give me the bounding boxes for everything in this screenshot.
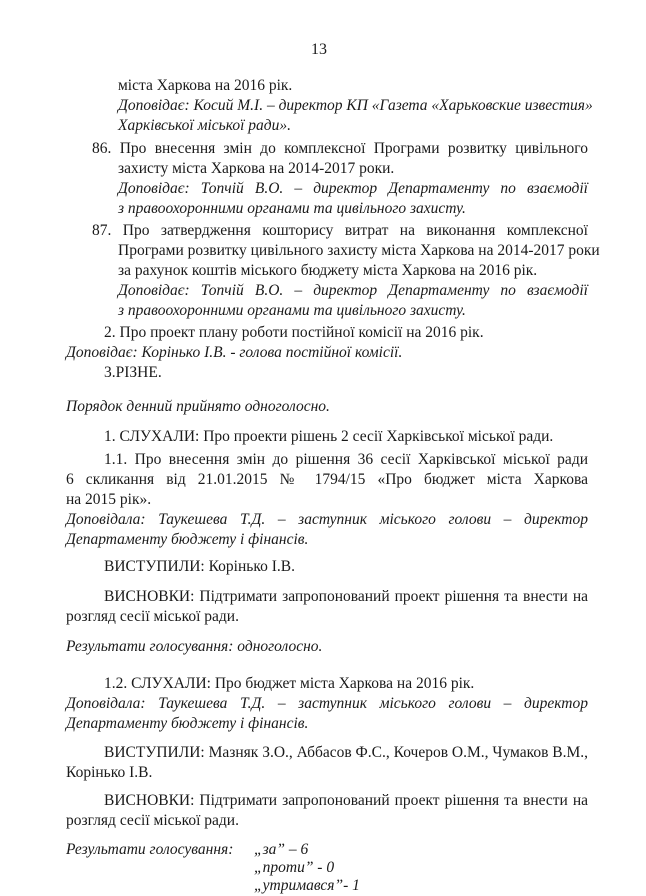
text-line: Результати голосування: одноголосно. [66, 638, 323, 655]
text-line: 2. Про проект плану роботи постійної комісії на 2016 рік. [104, 324, 484, 341]
text-line: 6 скликання від 21.01.2015 № 1794/15 «Про бюджет міста Харкова [66, 471, 588, 488]
text-line: Порядок денний прийнято одноголосно. [66, 398, 330, 415]
text-line: 87. Про затвердження кошторису витрат на виконання комплексної [92, 222, 588, 239]
text-line: Харківської міської ради». [118, 117, 292, 134]
text-line: 1. СЛУХАЛИ: Про проекти рішень 2 сесії Харківської міської ради. [104, 428, 554, 445]
text-line: „за” – 6 [254, 841, 309, 858]
text-line: 3.РІЗНЕ. [104, 364, 162, 381]
text-line: на 2015 рік». [66, 491, 152, 508]
text-line: 86. Про внесення змін до комплексної Програми розвитку цивільного [92, 140, 588, 157]
text-line: Доповідає: Топчій В.О. – директор Департаменту по взаємодії [118, 180, 588, 197]
text-line: з правоохоронними органами та цивільного захисту. [118, 302, 466, 319]
text-line: Програми розвитку цивільного захисту міста Харкова на 2014-2017 роки [118, 242, 600, 259]
text-line: Доповідала: Таукешева Т.Д. – заступник міського голови – директор [66, 511, 588, 528]
text-line: 1.2. СЛУХАЛИ: Про бюджет міста Харкова на 2016 рік. [104, 675, 475, 692]
text-line: з правоохоронними органами та цивільного захисту. [118, 200, 466, 217]
text-line: розгляд сесії міської ради. [66, 608, 239, 625]
text-line: Результати голосування: [66, 841, 234, 858]
text-line: Департаменту бюджету і фінансів. [66, 531, 309, 548]
text-line: захисту міста Харкова на 2014-2017 роки. [118, 160, 395, 177]
text-line: ВИСНОВКИ: Підтримати запропонований проект рішення та внести на [104, 588, 588, 605]
text-line: Доповідала: Таукешева Т.Д. – заступник міського голови – директор [66, 695, 588, 712]
text-line: „утримався”- 1 [254, 877, 360, 894]
text-line: за рахунок коштів міського бюджету міста Харкова на 2016 рік. [118, 262, 538, 279]
text-line: 1.1. Про внесення змін до рішення 36 сесії Харківської міської ради [104, 451, 588, 468]
text-line: Корінько І.В. [66, 764, 153, 781]
text-line: Доповідає: Корінько І.В. - голова постійної комісії. [66, 344, 403, 361]
text-line: Доповідає: Косий М.І. – директор КП «Газета «Харьковские известия» [118, 97, 593, 114]
text-line: Департаменту бюджету і фінансів. [66, 715, 309, 732]
page-number: 13 [311, 41, 327, 58]
text-line: ВИСНОВКИ: Підтримати запропонований проект рішення та внести на [104, 792, 588, 809]
text-line: ВИСТУПИЛИ: Мазняк З.О., Аббасов Ф.С., Кочеров О.М., Чумаков В.М., [104, 744, 589, 761]
text-line: Доповідає: Топчій В.О. – директор Департаменту по взаємодії [118, 282, 588, 299]
text-line: міста Харкова на 2016 рік. [118, 77, 293, 94]
text-line: „проти” - 0 [254, 859, 335, 876]
text-line: ВИСТУПИЛИ: Корінько І.В. [104, 558, 295, 575]
text-line: розгляд сесії міської ради. [66, 812, 239, 829]
